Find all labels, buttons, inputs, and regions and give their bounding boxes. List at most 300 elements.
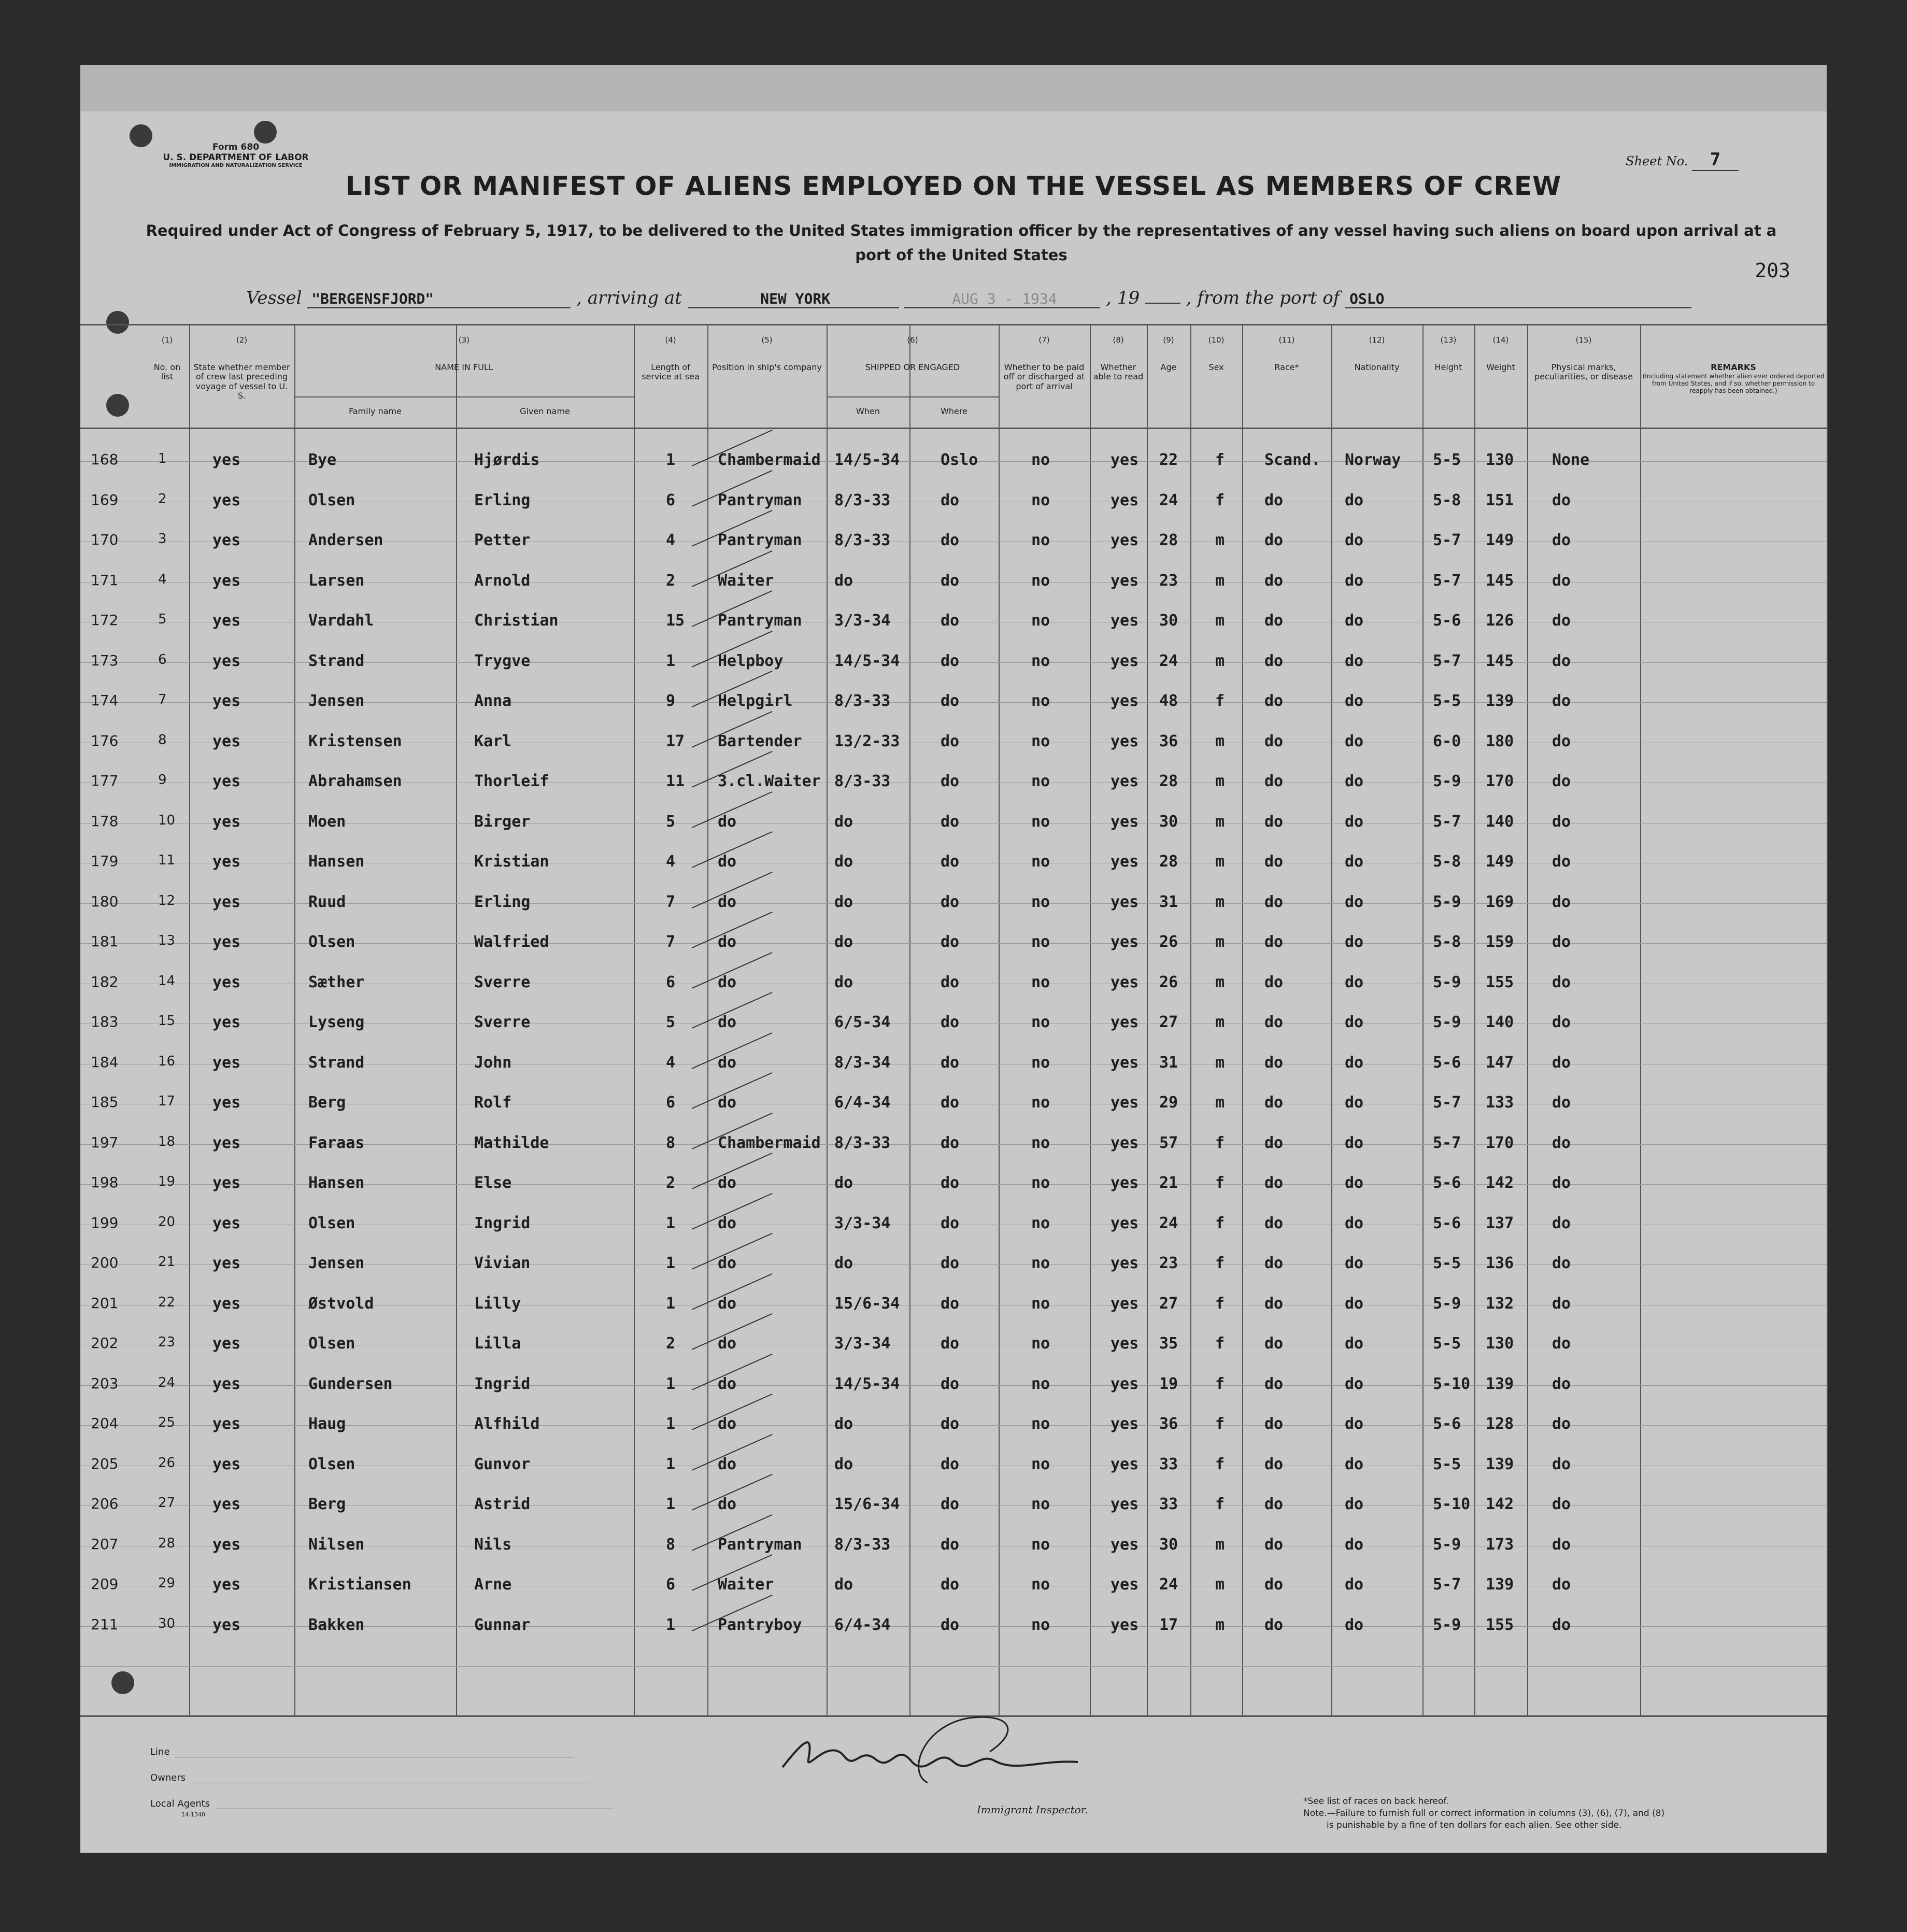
weight: 132 bbox=[1486, 1294, 1514, 1313]
shipped-where: do bbox=[941, 1415, 960, 1433]
family-name: Hansen bbox=[308, 853, 365, 871]
age: 22 bbox=[1159, 451, 1178, 469]
age: 21 bbox=[1159, 1174, 1178, 1192]
table-row bbox=[80, 767, 1827, 798]
race: do bbox=[1264, 1535, 1284, 1554]
height: 5-6 bbox=[1433, 1174, 1461, 1192]
height: 5-10 bbox=[1433, 1495, 1471, 1513]
weight: 140 bbox=[1486, 812, 1514, 831]
line-number: 1 bbox=[158, 451, 167, 466]
shipped-where: do bbox=[941, 933, 960, 951]
able-to-read: yes bbox=[1111, 973, 1139, 991]
position: Helpgirl bbox=[718, 692, 793, 710]
family-name: Berg bbox=[308, 1495, 346, 1513]
given-name: Gunvor bbox=[474, 1455, 531, 1473]
able-to-read: yes bbox=[1111, 1575, 1139, 1594]
physical-marks: do bbox=[1552, 1415, 1571, 1433]
prev-voyage: yes bbox=[212, 933, 241, 951]
able-to-read: yes bbox=[1111, 732, 1139, 750]
family-name: Haug bbox=[308, 1415, 346, 1433]
paid-off: no bbox=[1031, 1374, 1050, 1393]
line-number: 17 bbox=[158, 1093, 176, 1109]
weight: 155 bbox=[1486, 973, 1514, 991]
table-row bbox=[80, 647, 1827, 678]
weight: 170 bbox=[1486, 1133, 1514, 1152]
sex: f bbox=[1215, 491, 1225, 509]
given-name: Hjørdis bbox=[474, 451, 540, 469]
height: 5-9 bbox=[1433, 772, 1461, 790]
nationality: do bbox=[1345, 491, 1364, 509]
sex: f bbox=[1215, 1254, 1225, 1272]
race: do bbox=[1264, 571, 1284, 590]
shipped-when: do bbox=[834, 1174, 853, 1192]
height: 5-8 bbox=[1433, 491, 1461, 509]
table-row bbox=[80, 1570, 1827, 1601]
paid-off: no bbox=[1031, 1053, 1050, 1072]
shipped-where: Oslo bbox=[941, 451, 978, 469]
shipped-where: do bbox=[941, 772, 960, 790]
prev-voyage: yes bbox=[212, 1495, 241, 1513]
sex: f bbox=[1215, 1495, 1225, 1513]
position: Chambermaid bbox=[718, 1133, 821, 1152]
able-to-read: yes bbox=[1111, 491, 1139, 509]
subtitle-line-1: Required under Act of Congress of February 5, 1917, to be delivered to the United States immigration officer by the representatives of any vessel having such aliens on board upon arrival at a bbox=[146, 222, 1777, 239]
subtitle-line-2: port of the United States bbox=[855, 246, 1068, 264]
manifest-number: 173 bbox=[91, 651, 119, 669]
length-of-service: 1 bbox=[666, 451, 676, 469]
race: do bbox=[1264, 1013, 1284, 1031]
column-number: (10) bbox=[1208, 335, 1225, 345]
shipped-where: do bbox=[941, 732, 960, 750]
prev-voyage: yes bbox=[212, 853, 241, 871]
family-name: Larsen bbox=[308, 571, 365, 590]
paid-off: no bbox=[1031, 732, 1050, 750]
weight: 142 bbox=[1486, 1174, 1514, 1192]
prev-voyage: yes bbox=[212, 1455, 241, 1473]
given-name: Anna bbox=[474, 692, 512, 710]
column-header: Height bbox=[1434, 362, 1462, 372]
prev-voyage: yes bbox=[212, 571, 241, 590]
family-name: Faraas bbox=[308, 1133, 365, 1152]
race: do bbox=[1264, 1133, 1284, 1152]
race: do bbox=[1264, 853, 1284, 871]
weight: 130 bbox=[1486, 1334, 1514, 1353]
given-name: Arnold bbox=[474, 571, 531, 590]
length-of-service: 1 bbox=[666, 1615, 676, 1634]
shipped-when: do bbox=[834, 1575, 853, 1594]
table-row bbox=[80, 1129, 1827, 1160]
shipped-where: do bbox=[941, 1093, 960, 1112]
length-of-service: 1 bbox=[666, 1254, 676, 1272]
family-name: Bakken bbox=[308, 1615, 365, 1634]
line-number: 20 bbox=[158, 1214, 176, 1230]
age: 57 bbox=[1159, 1133, 1178, 1152]
family-name: Olsen bbox=[308, 933, 355, 951]
table-row bbox=[80, 1088, 1827, 1119]
manifest-number: 201 bbox=[91, 1294, 119, 1312]
footnotes bbox=[1303, 1796, 1796, 1831]
table-header-rule bbox=[80, 428, 1827, 429]
manifest-number: 181 bbox=[91, 933, 119, 950]
shipped-when: 13/2-33 bbox=[834, 732, 900, 750]
line-number: 11 bbox=[158, 853, 176, 868]
shipped-when: 6/4-34 bbox=[834, 1093, 891, 1112]
prev-voyage: yes bbox=[212, 1214, 241, 1232]
given-name: Petter bbox=[474, 531, 531, 549]
shipped-when: do bbox=[834, 1254, 853, 1272]
line-number: 5 bbox=[158, 612, 167, 627]
nationality: do bbox=[1345, 1415, 1364, 1433]
given-name: Ingrid bbox=[474, 1214, 531, 1232]
family-name: Gundersen bbox=[308, 1374, 393, 1393]
able-to-read: yes bbox=[1111, 1415, 1139, 1433]
nationality: do bbox=[1345, 1093, 1364, 1112]
nationality: do bbox=[1345, 651, 1364, 670]
family-name: Moen bbox=[308, 812, 346, 831]
height: 5-6 bbox=[1433, 1053, 1461, 1072]
paid-off: no bbox=[1031, 1495, 1050, 1513]
weight: 147 bbox=[1486, 1053, 1514, 1072]
sex: m bbox=[1215, 732, 1225, 750]
manifest-number: 180 bbox=[91, 892, 119, 910]
physical-marks: None bbox=[1552, 451, 1590, 469]
given-name: Sverre bbox=[474, 973, 531, 991]
length-of-service: 4 bbox=[666, 1053, 676, 1072]
table-row bbox=[80, 1370, 1827, 1401]
length-of-service: 7 bbox=[666, 892, 676, 911]
row-rule bbox=[80, 1666, 1827, 1667]
position: Waiter bbox=[718, 571, 774, 590]
height: 5-6 bbox=[1433, 1214, 1461, 1232]
prev-voyage: yes bbox=[212, 1053, 241, 1072]
race: do bbox=[1264, 973, 1284, 991]
nationality: do bbox=[1345, 1133, 1364, 1152]
prev-voyage: yes bbox=[212, 651, 241, 670]
prev-voyage: yes bbox=[212, 1374, 241, 1393]
manifest-number: 198 bbox=[91, 1174, 119, 1191]
height: 5-8 bbox=[1433, 853, 1461, 871]
paid-off: no bbox=[1031, 853, 1050, 871]
column-header: Race* bbox=[1274, 362, 1299, 372]
column-number: (2) bbox=[236, 335, 248, 345]
table-row bbox=[80, 1329, 1827, 1360]
shipped-when: 3/3-34 bbox=[834, 1214, 891, 1232]
weight: 137 bbox=[1486, 1214, 1514, 1232]
sex: m bbox=[1215, 651, 1225, 670]
family-name: Nilsen bbox=[308, 1535, 365, 1554]
height: 5-7 bbox=[1433, 571, 1461, 590]
shipped-when: do bbox=[834, 973, 853, 991]
sex: m bbox=[1215, 812, 1225, 831]
weight: 139 bbox=[1486, 1575, 1514, 1594]
height: 5-5 bbox=[1433, 692, 1461, 710]
manifest-number: 206 bbox=[91, 1495, 119, 1512]
line-number: 14 bbox=[158, 973, 176, 989]
column-subheader: Where bbox=[941, 406, 967, 416]
shipped-where: do bbox=[941, 1013, 960, 1031]
physical-marks: do bbox=[1552, 1294, 1571, 1313]
nationality: do bbox=[1345, 1053, 1364, 1072]
table-row bbox=[80, 486, 1827, 517]
given-name: Arne bbox=[474, 1575, 512, 1594]
shipped-where: do bbox=[941, 1294, 960, 1313]
physical-marks: do bbox=[1552, 973, 1571, 991]
length-of-service: 11 bbox=[666, 772, 685, 790]
race: do bbox=[1264, 1455, 1284, 1473]
sex: m bbox=[1215, 1053, 1225, 1072]
height: 5-5 bbox=[1433, 1254, 1461, 1272]
weight: 149 bbox=[1486, 531, 1514, 549]
document-title: LIST OR MANIFEST OF ALIENS EMPLOYED ON THE VESSEL AS MEMBERS OF CREW bbox=[345, 171, 1562, 201]
table-row bbox=[80, 566, 1827, 598]
manifest-number: 172 bbox=[91, 612, 119, 629]
height: 5-9 bbox=[1433, 1535, 1461, 1554]
shipped-when: 8/3-33 bbox=[834, 1133, 891, 1152]
line-number: 23 bbox=[158, 1334, 176, 1350]
paid-off: no bbox=[1031, 1214, 1050, 1232]
given-name: Sverre bbox=[474, 1013, 531, 1031]
date-stamp: AUG 3 - 1934 bbox=[904, 290, 1100, 308]
paid-off: no bbox=[1031, 892, 1050, 911]
weight: 170 bbox=[1486, 772, 1514, 790]
manifest-number: 178 bbox=[91, 812, 119, 830]
age: 33 bbox=[1159, 1455, 1178, 1473]
manifest-number: 200 bbox=[91, 1254, 119, 1271]
race: do bbox=[1264, 933, 1284, 951]
line-number: 8 bbox=[158, 732, 167, 748]
sex: f bbox=[1215, 1214, 1225, 1232]
table-row bbox=[80, 687, 1827, 718]
paid-off: no bbox=[1031, 571, 1050, 590]
prev-voyage: yes bbox=[212, 772, 241, 790]
shipped-where: do bbox=[941, 1174, 960, 1192]
column-number: (12) bbox=[1369, 335, 1385, 345]
shipped-when: do bbox=[834, 812, 853, 831]
age: 28 bbox=[1159, 853, 1178, 871]
race: do bbox=[1264, 491, 1284, 509]
given-name: Gunnar bbox=[474, 1615, 531, 1634]
column-number: (6) bbox=[907, 335, 918, 345]
manifest-number: 169 bbox=[91, 491, 119, 508]
family-name: Kristiansen bbox=[308, 1575, 411, 1594]
line-number: 16 bbox=[158, 1053, 176, 1069]
family-name: Olsen bbox=[308, 1214, 355, 1232]
table-row bbox=[80, 1209, 1827, 1240]
column-number: (9) bbox=[1163, 335, 1174, 345]
prev-voyage: yes bbox=[212, 451, 241, 469]
nationality: do bbox=[1345, 692, 1364, 710]
paid-off: no bbox=[1031, 692, 1050, 710]
height: 5-7 bbox=[1433, 651, 1461, 670]
length-of-service: 5 bbox=[666, 1013, 676, 1031]
age: 31 bbox=[1159, 1053, 1178, 1072]
line-number: 22 bbox=[158, 1294, 176, 1310]
nationality: do bbox=[1345, 1374, 1364, 1393]
age: 24 bbox=[1159, 1575, 1178, 1594]
nationality: do bbox=[1345, 1013, 1364, 1031]
prev-voyage: yes bbox=[212, 1575, 241, 1594]
sex: f bbox=[1215, 1374, 1225, 1393]
sex: m bbox=[1215, 933, 1225, 951]
shipped-when: 3/3-34 bbox=[834, 1334, 891, 1353]
shipped-when: 8/3-33 bbox=[834, 772, 891, 790]
local-agents-underline bbox=[215, 1798, 614, 1809]
race: do bbox=[1264, 1415, 1284, 1433]
shipped-when: 14/5-34 bbox=[834, 1374, 900, 1393]
line-number: 15 bbox=[158, 1013, 176, 1029]
shipped-when: do bbox=[834, 892, 853, 911]
age: 35 bbox=[1159, 1334, 1178, 1353]
race: do bbox=[1264, 1174, 1284, 1192]
shipped-where: do bbox=[941, 1374, 960, 1393]
column-number: (13) bbox=[1440, 335, 1457, 345]
prev-voyage: yes bbox=[212, 1294, 241, 1313]
race: do bbox=[1264, 1093, 1284, 1112]
paid-off: no bbox=[1031, 1575, 1050, 1594]
shipped-when: 8/3-33 bbox=[834, 1535, 891, 1554]
prev-voyage: yes bbox=[212, 531, 241, 549]
weight: 145 bbox=[1486, 651, 1514, 670]
sex: m bbox=[1215, 612, 1225, 630]
table-row bbox=[80, 928, 1827, 959]
length-of-service: 6 bbox=[666, 973, 676, 991]
manifest-number: 211 bbox=[91, 1615, 119, 1633]
prev-voyage: yes bbox=[212, 973, 241, 991]
shipped-where: do bbox=[941, 612, 960, 630]
nationality: do bbox=[1345, 1174, 1364, 1192]
column-header: Sex bbox=[1208, 362, 1224, 372]
paid-off: no bbox=[1031, 451, 1050, 469]
height: 5-7 bbox=[1433, 1093, 1461, 1112]
sex: f bbox=[1215, 451, 1225, 469]
line-number: 27 bbox=[158, 1495, 176, 1511]
physical-marks: do bbox=[1552, 571, 1571, 590]
age: 29 bbox=[1159, 1093, 1178, 1112]
physical-marks: do bbox=[1552, 612, 1571, 630]
family-name: Olsen bbox=[308, 1455, 355, 1473]
note-penalty-cont: is punishable by a fine of ten dollars for each alien. See other side. bbox=[1327, 1820, 1622, 1830]
length-of-service: 1 bbox=[666, 1374, 676, 1393]
height: 5-9 bbox=[1433, 1294, 1461, 1313]
manifest-number: 179 bbox=[91, 853, 119, 870]
line-number: 30 bbox=[158, 1615, 176, 1631]
shipped-where: do bbox=[941, 531, 960, 549]
sex: f bbox=[1215, 1334, 1225, 1353]
table-row bbox=[80, 1611, 1827, 1642]
shipped-where: do bbox=[941, 1615, 960, 1634]
column-subheader: Family name bbox=[349, 406, 402, 416]
height: 5-9 bbox=[1433, 973, 1461, 991]
sex: m bbox=[1215, 571, 1225, 590]
physical-marks: do bbox=[1552, 1053, 1571, 1072]
age: 24 bbox=[1159, 651, 1178, 670]
shipped-when: do bbox=[834, 1415, 853, 1433]
family-name: Lyseng bbox=[308, 1013, 365, 1031]
weight: 133 bbox=[1486, 1093, 1514, 1112]
able-to-read: yes bbox=[1111, 531, 1139, 549]
paid-off: no bbox=[1031, 1334, 1050, 1353]
manifest-number: 204 bbox=[91, 1415, 119, 1432]
line-number: 19 bbox=[158, 1174, 176, 1189]
from-port-label: , from the port of bbox=[1186, 288, 1340, 308]
length-of-service: 2 bbox=[666, 571, 676, 590]
nationality: do bbox=[1345, 612, 1364, 630]
shipped-when: 15/6-34 bbox=[834, 1294, 900, 1313]
sex: f bbox=[1215, 1455, 1225, 1473]
family-name: Jensen bbox=[308, 1254, 365, 1272]
shipped-when: 8/3-33 bbox=[834, 692, 891, 710]
able-to-read: yes bbox=[1111, 1294, 1139, 1313]
position: Bartender bbox=[718, 732, 802, 750]
shipped-where: do bbox=[941, 853, 960, 871]
age: 24 bbox=[1159, 491, 1178, 509]
family-name: Andersen bbox=[308, 531, 383, 549]
length-of-service: 1 bbox=[666, 651, 676, 670]
weight: 151 bbox=[1486, 491, 1514, 509]
age: 36 bbox=[1159, 732, 1178, 750]
table-row bbox=[80, 1490, 1827, 1521]
column-number: (15) bbox=[1575, 335, 1592, 345]
able-to-read: yes bbox=[1111, 1495, 1139, 1513]
nationality: do bbox=[1345, 1334, 1364, 1353]
length-of-service: 4 bbox=[666, 531, 676, 549]
shipped-where: do bbox=[941, 1535, 960, 1554]
sex: m bbox=[1215, 531, 1225, 549]
given-name: Erling bbox=[474, 892, 531, 911]
manifest-number: 183 bbox=[91, 1013, 119, 1030]
shipped-where: do bbox=[941, 692, 960, 710]
line-underline bbox=[175, 1746, 574, 1757]
physical-marks: do bbox=[1552, 892, 1571, 911]
paid-off: no bbox=[1031, 1535, 1050, 1554]
manifest-number: 182 bbox=[91, 973, 119, 990]
age: 26 bbox=[1159, 933, 1178, 951]
column-header: Position in ship's company bbox=[712, 362, 822, 372]
nationality: do bbox=[1345, 933, 1364, 951]
shipped-when: 8/3-34 bbox=[834, 1053, 891, 1072]
able-to-read: yes bbox=[1111, 772, 1139, 790]
able-to-read: yes bbox=[1111, 1535, 1139, 1554]
vessel-name: "BERGENSFJORD" bbox=[307, 290, 571, 308]
line-number: 10 bbox=[158, 812, 176, 828]
shipped-when: do bbox=[834, 933, 853, 951]
inspector-signature bbox=[772, 1710, 1083, 1788]
race: do bbox=[1264, 892, 1284, 911]
shipped-when: 8/3-33 bbox=[834, 531, 891, 549]
given-name: Lilla bbox=[474, 1334, 521, 1353]
line-number: 4 bbox=[158, 571, 167, 587]
age: 36 bbox=[1159, 1415, 1178, 1433]
position: do bbox=[718, 1415, 737, 1433]
given-name: Alfhild bbox=[474, 1415, 540, 1433]
line-number: 2 bbox=[158, 491, 167, 507]
nationality: do bbox=[1345, 973, 1364, 991]
sex: f bbox=[1215, 692, 1225, 710]
subheader-rule bbox=[827, 396, 999, 397]
line-number: 28 bbox=[158, 1535, 176, 1551]
length-of-service: 2 bbox=[666, 1334, 676, 1353]
manifest-number: 205 bbox=[91, 1455, 119, 1472]
paid-off: no bbox=[1031, 651, 1050, 670]
age: 31 bbox=[1159, 892, 1178, 911]
position: do bbox=[718, 1294, 737, 1313]
paid-off: no bbox=[1031, 1415, 1050, 1433]
given-name: Trygve bbox=[474, 651, 531, 670]
table-row bbox=[80, 888, 1827, 919]
prev-voyage: yes bbox=[212, 812, 241, 831]
column-header: Weight bbox=[1486, 362, 1515, 372]
able-to-read: yes bbox=[1111, 892, 1139, 911]
